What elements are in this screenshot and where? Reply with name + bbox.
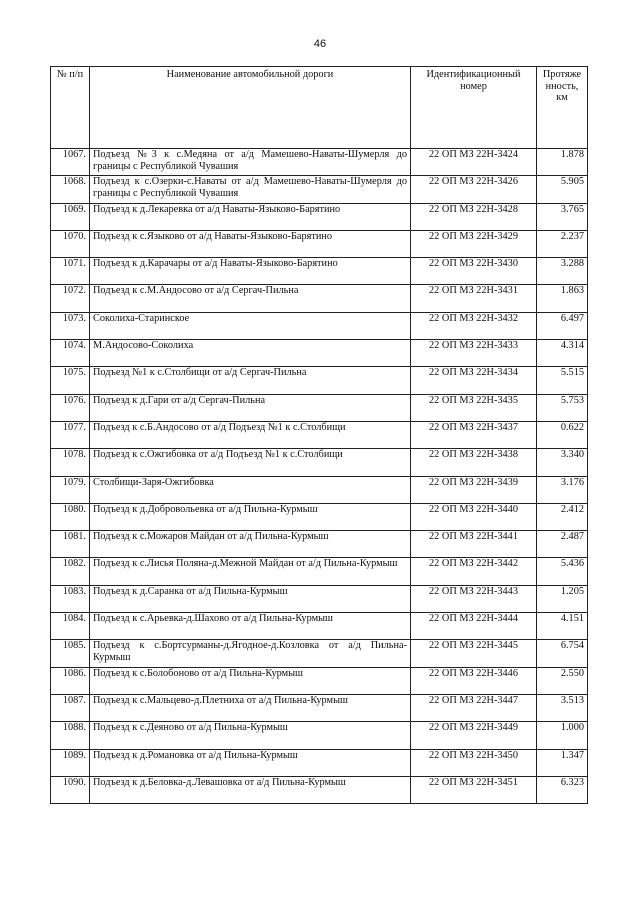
road-name: Подъезд к с.Ожгибовка от а/д Подъезд №1 к с.Столбищи: [90, 449, 411, 476]
table-row: [51, 722, 588, 749]
road-name: Подъезд к с.М.Андосово от а/д Сергач-Пильна: [90, 285, 411, 312]
table-row: [51, 667, 588, 694]
row-number: 1073.: [51, 312, 90, 339]
row-number: 1067.: [51, 149, 90, 176]
road-length: 2.412: [537, 503, 588, 530]
table-row: [51, 476, 588, 503]
road-name: Подъезд к с.Лисья Поляна-д.Межной Майдан от а/д Пильна-Курмыш: [90, 558, 411, 585]
road-name: Подъезд к д.Романовка от а/д Пильна-Курмыш: [90, 749, 411, 776]
road-length: 1.347: [537, 749, 588, 776]
road-length: 1.863: [537, 285, 588, 312]
table-header-row: [51, 67, 588, 149]
road-length: 3.340: [537, 449, 588, 476]
table-row: [51, 285, 588, 312]
road-name: Подъезд к с.Деяново от а/д Пильна-Курмыш: [90, 722, 411, 749]
header-name: Наименование автомобильной дороги: [90, 67, 411, 149]
table-row: [51, 449, 588, 476]
row-number: 1086.: [51, 667, 90, 694]
road-name: Подъезд к с.Болобоново от а/д Пильна-Курмыш: [90, 667, 411, 694]
row-number: 1078.: [51, 449, 90, 476]
table-row: [51, 694, 588, 721]
row-number: 1080.: [51, 503, 90, 530]
table-row: [51, 312, 588, 339]
road-id: 22 ОП МЗ 22Н-3447: [411, 694, 537, 721]
table-row: [51, 421, 588, 448]
road-length: 1.205: [537, 585, 588, 612]
road-name: Подъезд №1 к с.Столбищи от а/д Сергач-Пильна: [90, 367, 411, 394]
road-id: 22 ОП МЗ 22Н-3424: [411, 149, 537, 176]
road-length: 2.550: [537, 667, 588, 694]
row-number: 1074.: [51, 340, 90, 367]
road-length: 3.765: [537, 203, 588, 230]
row-number: 1087.: [51, 694, 90, 721]
road-id: 22 ОП МЗ 22Н-3431: [411, 285, 537, 312]
table-row: [51, 613, 588, 640]
road-name: Подъезд к д.Беловка-д.Левашовка от а/д Пильна-Курмыш: [90, 776, 411, 803]
road-length: 2.237: [537, 230, 588, 257]
road-name: Подъезд к д.Добровольевка от а/д Пильна-Курмыш: [90, 503, 411, 530]
road-length: 3.513: [537, 694, 588, 721]
road-length: 0.622: [537, 421, 588, 448]
table-row: [51, 394, 588, 421]
row-number: 1089.: [51, 749, 90, 776]
road-id: 22 ОП МЗ 22Н-3451: [411, 776, 537, 803]
road-length: 5.905: [537, 176, 588, 203]
road-id: 22 ОП МЗ 22Н-3443: [411, 585, 537, 612]
road-length: 5.436: [537, 558, 588, 585]
road-id: 22 ОП МЗ 22Н-3429: [411, 230, 537, 257]
road-name: Подъезд к с.Арьевка-д.Шахово от а/д Пильна-Курмыш: [90, 613, 411, 640]
road-id: 22 ОП МЗ 22Н-3450: [411, 749, 537, 776]
row-number: 1082.: [51, 558, 90, 585]
row-number: 1081.: [51, 531, 90, 558]
road-id: 22 ОП МЗ 22Н-3437: [411, 421, 537, 448]
table-row: [51, 230, 588, 257]
road-id: 22 ОП МЗ 22Н-3439: [411, 476, 537, 503]
road-id: 22 ОП МЗ 22Н-3428: [411, 203, 537, 230]
table-row: [51, 749, 588, 776]
table-row: [51, 149, 588, 176]
road-name: Подъезд №3 к с.Медяна от а/д Мамешево-Наваты-Шумерля до границы с Республикой Чувашия: [90, 149, 411, 176]
table-row: [51, 176, 588, 203]
road-name: Подъезд к с.Бортсурманы-д.Ягодное-д.Козловка от а/д Пильна-Курмыш: [90, 640, 411, 667]
table-row: [51, 203, 588, 230]
road-id: 22 ОП МЗ 22Н-3434: [411, 367, 537, 394]
road-id: 22 ОП МЗ 22Н-3433: [411, 340, 537, 367]
row-number: 1090.: [51, 776, 90, 803]
row-number: 1088.: [51, 722, 90, 749]
road-id: 22 ОП МЗ 22Н-3440: [411, 503, 537, 530]
road-id: 22 ОП МЗ 22Н-3435: [411, 394, 537, 421]
road-id: 22 ОП МЗ 22Н-3442: [411, 558, 537, 585]
road-id: 22 ОП МЗ 22Н-3441: [411, 531, 537, 558]
road-length: 6.497: [537, 312, 588, 339]
road-id: 22 ОП МЗ 22Н-3444: [411, 613, 537, 640]
road-length: 3.176: [537, 476, 588, 503]
row-number: 1070.: [51, 230, 90, 257]
road-length: 4.151: [537, 613, 588, 640]
road-id: 22 ОП МЗ 22Н-3430: [411, 258, 537, 285]
road-name: Подъезд к с.Можаров Майдан от а/д Пильна-Курмыш: [90, 531, 411, 558]
roads-table: [50, 66, 588, 804]
row-number: 1077.: [51, 421, 90, 448]
road-length: 3.288: [537, 258, 588, 285]
road-length: 1.000: [537, 722, 588, 749]
table-row: [51, 640, 588, 667]
road-id: 22 ОП МЗ 22Н-3438: [411, 449, 537, 476]
road-name: Подъезд к д.Гари от а/д Сергач-Пильна: [90, 394, 411, 421]
table-row: [51, 503, 588, 530]
road-length: 2.487: [537, 531, 588, 558]
row-number: 1071.: [51, 258, 90, 285]
table-row: [51, 558, 588, 585]
table-row: [51, 585, 588, 612]
road-name: Подъезд к д.Саранка от а/д Пильна-Курмыш: [90, 585, 411, 612]
row-number: 1085.: [51, 640, 90, 667]
road-id: 22 ОП МЗ 22Н-3432: [411, 312, 537, 339]
table-row: [51, 367, 588, 394]
road-length: 6.323: [537, 776, 588, 803]
row-number: 1069.: [51, 203, 90, 230]
row-number: 1084.: [51, 613, 90, 640]
header-num: № п/п: [51, 67, 90, 149]
road-name: Подъезд к с.Языково от а/д Наваты-Языково-Барятино: [90, 230, 411, 257]
road-id: 22 ОП МЗ 22Н-3446: [411, 667, 537, 694]
road-length: 5.753: [537, 394, 588, 421]
table-row: [51, 531, 588, 558]
header-length: Протяже нность, км: [537, 67, 588, 149]
row-number: 1072.: [51, 285, 90, 312]
row-number: 1079.: [51, 476, 90, 503]
road-name: Соколиха-Старинское: [90, 312, 411, 339]
header-id: Идентификационный номер: [411, 67, 537, 149]
row-number: 1083.: [51, 585, 90, 612]
road-name: Подъезд к с.Б.Андосово от а/д Подъезд №1 к с.Столбищи: [90, 421, 411, 448]
table-row: [51, 340, 588, 367]
road-id: 22 ОП МЗ 22Н-3445: [411, 640, 537, 667]
row-number: 1076.: [51, 394, 90, 421]
road-id: 22 ОП МЗ 22Н-3449: [411, 722, 537, 749]
road-length: 6.754: [537, 640, 588, 667]
road-name: Подъезд к с.Мальцево-д.Плетниха от а/д Пильна-Курмыш: [90, 694, 411, 721]
table-row: [51, 258, 588, 285]
road-length: 5.515: [537, 367, 588, 394]
road-id: 22 ОП МЗ 22Н-3426: [411, 176, 537, 203]
page-number: 46: [313, 38, 327, 50]
row-number: 1075.: [51, 367, 90, 394]
road-name: Подъезд к д.Карачары от а/д Наваты-Языково-Барятино: [90, 258, 411, 285]
road-name: Подъезд к с.Озерки-с.Наваты от а/д Мамешево-Наваты-Шумерля до границы с Республикой Чувашия: [90, 176, 411, 203]
road-name: М.Андосово-Соколиха: [90, 340, 411, 367]
road-length: 1.878: [537, 149, 588, 176]
road-name: Подъезд к д.Лекаревка от а/д Наваты-Языково-Барятино: [90, 203, 411, 230]
row-number: 1068.: [51, 176, 90, 203]
road-length: 4.314: [537, 340, 588, 367]
table-row: [51, 776, 588, 803]
road-name: Столбищи-Заря-Ожгибовка: [90, 476, 411, 503]
